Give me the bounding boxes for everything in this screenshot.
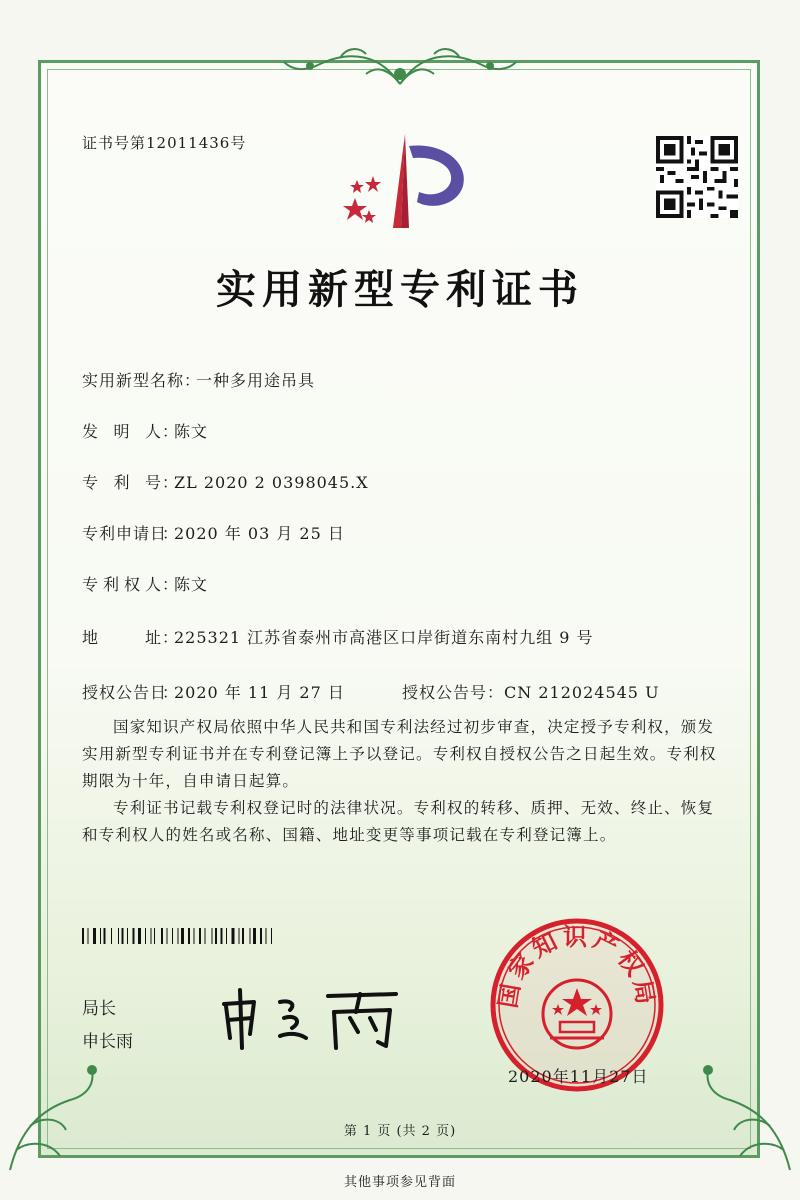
seal-date: 2020年11月27日 [508, 1067, 649, 1086]
seal-text: 国家知识产权局 [493, 923, 661, 1010]
footer-note: 其他事项参见背面 [343, 1175, 456, 1190]
field-utility-model-name: 实用新型名称：一种多用途吊具 [82, 368, 315, 391]
barcode-bar [204, 928, 205, 944]
director-name: 申长雨 [82, 1032, 133, 1052]
field-grant-announcement-number: 授权公告号：CN 212024545 U [402, 683, 660, 702]
barcode-bar [188, 928, 190, 944]
field-value: ZL 2020 2 0398045.X [174, 473, 369, 492]
barcode-bar [215, 928, 217, 944]
certificate-title: 实用新型专利证书 [216, 267, 584, 313]
field-label: 授权公告日 [82, 683, 168, 702]
barcode-bar [221, 928, 223, 944]
barcode-bar [167, 928, 168, 944]
field-value: CN 212024545 U [504, 683, 660, 702]
bottom-left-ornament [0, 1030, 110, 1180]
barcode-bar [260, 928, 262, 944]
barcode-bar [249, 928, 250, 944]
field-label: 地址 [82, 628, 162, 647]
barcode-bar [199, 928, 201, 944]
barcode-bar [239, 928, 240, 944]
barcode-bar [132, 928, 134, 944]
barcode-bar [154, 928, 155, 944]
barcode-bar [111, 928, 112, 944]
barcode-bar [271, 928, 272, 944]
barcode-bar [226, 928, 227, 944]
field-patent-number: 专利号：ZL 2020 2 0398045.X [82, 470, 369, 493]
barcode-bar [87, 928, 88, 944]
field-value: 陈文 [174, 575, 209, 594]
field-grant-announcement-date: 授权公告日：2020 年 11 月 27 日 [82, 680, 345, 703]
top-ornament [280, 44, 520, 90]
field-label: 专利申请日 [82, 524, 168, 543]
barcode-bar [266, 928, 267, 944]
barcode-bar [253, 928, 256, 944]
field-label: 专利号 [82, 473, 162, 492]
barcode-bar [138, 928, 141, 944]
field-label: 授权公告号 [402, 683, 488, 702]
barcode-bar [82, 928, 84, 944]
field-value: 一种多用途吊具 [196, 371, 316, 390]
barcode-bar [194, 928, 195, 944]
director-signature [210, 982, 410, 1052]
field-value: 陈文 [174, 422, 209, 441]
field-application-date: 专利申请日：2020 年 03 月 25 日 [82, 521, 345, 544]
barcode-bar [118, 928, 119, 944]
field-value: 2020 年 11 月 27 日 [174, 683, 345, 702]
barcode-bar [93, 928, 96, 944]
body-paragraph-1: 国家知识产权局依照中华人民共和国专利法经过初步审查，决定授予专利权，颁发实用新型专利证书并在专利登记簿上予以登记。专利权自授权公告之日起生效。专利权期限为十年，自申请日起算。 [82, 718, 717, 790]
director-title: 局长 [82, 999, 116, 1019]
barcode-bar [242, 928, 244, 944]
barcode-bar [181, 928, 184, 944]
barcode-bar [150, 928, 151, 944]
field-label: 专利权人 [82, 575, 162, 594]
barcode-bar [145, 928, 146, 944]
bottom-right-ornament [690, 1030, 800, 1180]
certificate-number: 证书号第12011436号 [82, 134, 247, 152]
barcode-bar [100, 928, 101, 944]
barcode-bar [172, 928, 173, 944]
field-patentee: 专利权人：陈文 [82, 572, 208, 595]
field-value: 2020 年 03 月 25 日 [174, 524, 345, 543]
patent-office-logo [335, 128, 475, 233]
barcode-bar [212, 928, 213, 944]
page-indicator: 第 1 页 (共 2 页) [343, 1124, 457, 1139]
field-address: 地址：225321 江苏省泰州市高港区口岸街道东南村九组 9 号 [82, 625, 594, 648]
field-label: 实用新型名称 [82, 371, 185, 390]
field-inventor: 发明人：陈文 [82, 419, 208, 442]
barcode-bar [127, 928, 128, 944]
barcode-bar [161, 928, 163, 944]
barcode [82, 928, 342, 944]
qr-code [656, 136, 738, 218]
barcode-bar [177, 928, 178, 944]
body-paragraph-2: 专利证书记载专利权登记时的法律状况。专利权的转移、质押、无效、终止、恢复和专利权人的姓名或名称、国籍、地址变更等事项记载在专利登记簿上。 [82, 799, 715, 844]
field-label: 发明人 [82, 422, 162, 441]
field-value: 225321 江苏省泰州市高港区口岸街道东南村九组 9 号 [174, 628, 594, 647]
barcode-bar [104, 928, 106, 944]
barcode-bar [122, 928, 124, 944]
barcode-bar [231, 928, 234, 944]
